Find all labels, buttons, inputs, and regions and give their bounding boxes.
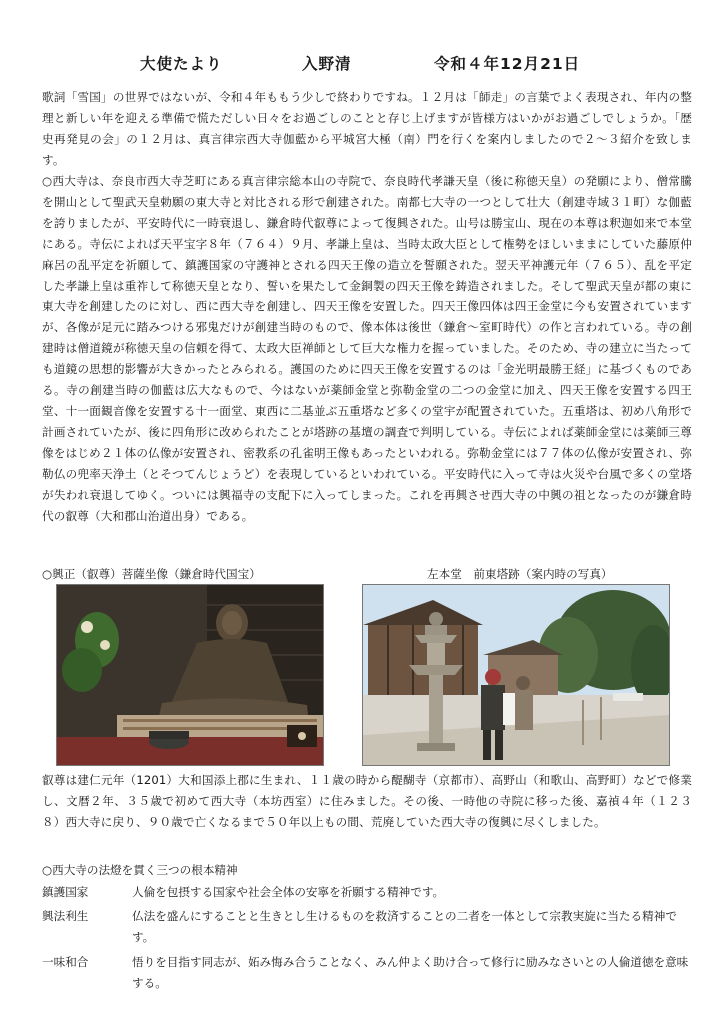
spirit-description: 仏法を盛んにすることと生きとし生けるものを救済することの二者を一体として宗教実旋に当たる精神です。 [132, 909, 677, 944]
newsletter-header [42, 52, 692, 80]
temple-grounds-photo [362, 584, 670, 766]
newsletter-title: 大使たより [140, 55, 223, 73]
spirit-description: 悟りを目指す同志が、妬み悔み合うことなく、みん仲よく助け合って修行に励みなさいとの人倫道徳を意味する。 [132, 955, 689, 990]
eison-statue-photo [56, 584, 324, 766]
issue-date: 令和４年12月21日 [434, 55, 581, 73]
spirit-term: 鎮護国家 [42, 885, 89, 899]
author-name: 入野清 [302, 55, 352, 73]
intro-paragraph: 歌詞「雪国」の世界ではないが、令和４年ももう少しで終わりですね。１２月は「師走」の言葉でよく表現され、年内の整理と新しい年を迎える準備で慌ただしい日々をお過ごしのことと存じ上げますが皆様方はいかがお過ごしでしょうか。「歴史再発見の会」の１２月は、真言律宗西大寺伽藍から平城宮大極（南）門を行くを案内しましたので２～３紹介を致します。 [42, 90, 692, 167]
spirit-term: 一味和合 [42, 955, 89, 969]
spirit-term: 興法利生 [42, 909, 89, 923]
eison-biography: 叡尊は建仁元年（1201）大和国添上郡に生まれ、１１歳の時から醍醐寺（京都市）、高野山（和歌山、高野町）などで修業し、文暦２年、３５歳で初めて西大寺（本坊西室）に住みました。その後、一時他の寺院に移った後、嘉禎４年（１２３８）西大寺に戻り、９０歳で亡くなるまで５０年以上もの間、荒廃していた西大寺の復興に尽くしました。 [42, 773, 692, 829]
right-photo-caption: 左本堂 前東塔跡（案内時の写真） [427, 567, 613, 581]
spirit-description: 人倫を包摂する国家や社会全体の安寧を祈願する精神です。 [132, 885, 445, 899]
spirits-heading: ○西大寺の法燈を貫く三つの根本精神 [42, 863, 238, 877]
left-photo-caption: ○興正（叡尊）菩薩坐像（鎌倉時代国宝） [42, 567, 261, 581]
saidaiji-description: ○西大寺は、奈良市西大寺芝町にある真言律宗総本山の寺院で、奈良時代孝謙天皇（後に称徳天皇）の発願により、僧常騰を開山として聖武天皇勅願の東大寺と対比される形で創建された。南都七大寺の一つとして壮大（創建寺域３１町）な伽藍を誇りましたが、平安時代に一時衰退し、鎌倉時代叡尊によって復興された。山号は勝宝山、現在の本尊は釈迦如来で本堂にある。寺伝によれば天平宝字８年（７６４）９月、孝謙上皇は、当時太政大臣として権勢をほしいままにしていた藤原仲麻呂の乱平定を祈願して、鎮護国家の守護神とされる四天王像の造立を誓願された。翌天平神護元年（７６５）、乱を平定した孝謙上皇は重祚して称徳天皇となり、誓いを果たして金銅製の四天王像を鋳造されました。そして聖武天皇が都の東に東大寺を創建したのに対し、西に西大寺を創建し、四天王像を安置した。四天王像四体は四王金堂に今も安置されていますが、各像が足元に踏みつける邪鬼だけが創建当時のもので、像本体は後世（鎌倉～室町時代）の作と言われている。寺の創建時は僧道鏡が称徳天皇の信頼を得て、太政大臣禅師として巨大な権力を握っていました。そのため、寺の建立に当たっても道鏡の思想的影響が大きかったとみられる。護国のために四天王像を安置するのは「金光明最勝王経」に基づくものである。寺の創建当時の伽藍は広大なもので、今はないが薬師金堂と弥勒金堂の二つの金堂に加え、四天王像を安置する四王堂、十一面観音像を安置する十一面堂、東西に二基並ぶ五重塔など多くの堂宇が配置されていた。五重塔は、初め八角形で計画されていたが、後に四角形に改められたことが塔跡の基壇の調査で判明している。寺伝によれば薬師金堂には薬師三尊像をはじめ２１体の仏像が安置され、密教系の孔雀明王像もあったといわれる。弥勒金堂には７７体の仏像が安置され、弥勒仏の兜率天浄土（とそつてんじょうど）を表現しているといわれている。平安時代に入って寺は火災や台風で多くの堂塔が失われ衰退してゆく。ついには興福寺の支配下に入ってしまった。これを再興させ西大寺の中興の祖となったのが鎌倉時代の叡尊（大和郡山治道出身）である。 [42, 174, 692, 523]
